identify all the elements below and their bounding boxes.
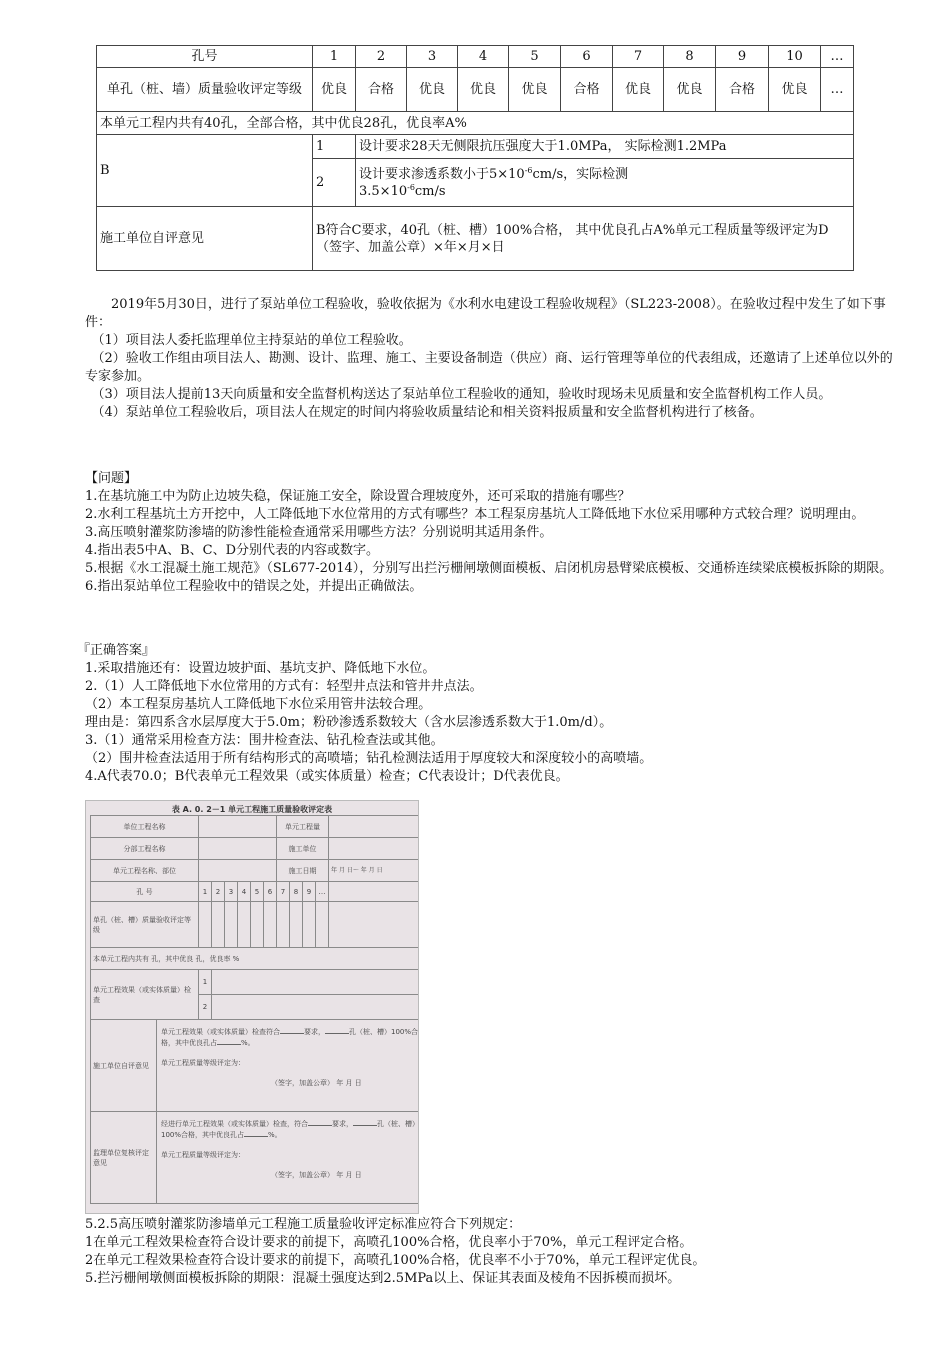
answer-item: 理由是：第四系含水层厚度大于5.0m；粉砂渗透系数较大（含水层渗透系数大于1.0m/d）。: [85, 715, 613, 730]
grade-value: 优良: [664, 68, 716, 112]
scan-inner: 本单元工程内共有 孔，其中优良 孔，优良率 %: [91, 948, 420, 970]
summary-text: 本单元工程内共有40孔，全部合格，其中优良28孔，优良率A%: [97, 112, 854, 135]
self-eval-label: 施工单位自评意见: [97, 207, 313, 271]
question-item: 1.在基坑施工中为防止边坡失稳，保证施工安全，除设置合理坡度外，还可采取的措施有哪些？: [85, 489, 631, 504]
grade-value: 优良: [313, 68, 356, 112]
answer-heading: 『正确答案』: [77, 643, 156, 658]
hole-label: 孔号: [97, 46, 313, 68]
scan-self-eval: 施工单位自评意见: [91, 1020, 157, 1112]
scan-element-name: 单元工程名称、部位: [91, 860, 199, 882]
answer-item: （2）围井检查法适用于所有结构形式的高喷墙；钻孔检测法适用于厚度较大和深度较小的高喷墙。: [85, 751, 653, 766]
hole-number: 6: [561, 46, 613, 68]
grade-value: 优良: [613, 68, 664, 112]
question-heading: 【问题】: [85, 471, 138, 486]
grade-value: 优良: [458, 68, 509, 112]
scan-date-range: 年 月 日～ 年 月 日: [329, 860, 419, 882]
b-label: B: [97, 135, 313, 207]
hole-number: 2: [356, 46, 407, 68]
grade-row: [97, 68, 854, 112]
grade-value: 优良: [769, 68, 821, 112]
answer-item: 5.拦污栅闸墩侧面模板拆除的期限：混凝土强度达到2.5MPa以上、保证其表面及棱角不因拆模而损坏。: [85, 1271, 681, 1286]
question-item: 5.根据《水工混凝土施工规范》（SL677-2014），分别写出拦污栅闸墩侧面模板、启闭机房悬臂梁底模板、交通桥连续梁底模板拆除的期限。: [85, 561, 893, 576]
event-item: （3）项目法人提前13天向质量和安全监督机构送达了泵站单位工程验收的通知，验收时现场未见质量和安全监督机构工作人员。: [91, 387, 832, 402]
grade-value: 合格: [716, 68, 769, 112]
regulation-line: 2在单元工程效果检查符合设计要求的前提下，高喷孔100%合格，优良率不小于70%，单元工程评定优良。: [85, 1253, 706, 1268]
question-section: [85, 470, 895, 596]
hole-number: 7: [613, 46, 664, 68]
b-row-1: [97, 135, 854, 159]
scanned-form-image: [85, 800, 419, 1214]
scan-hole: 孔 号: [91, 882, 199, 902]
b-row2-text: 设计要求渗透系数小于$5\times 10^{-6}cm/s$，实际检测 $3.5\times 10^{-6}cm/s$: [356, 159, 854, 207]
scan-self-text: 单元工程效果（或实体质量）检查符合 要求， 孔（桩、槽）100%合格，其中优良孔占 %。 单元工程质量等级评定为： （签字，加盖公章） 年 月 日: [157, 1020, 420, 1112]
answer-item: 4.A代表70.0；B代表单元工程效果（或实体质量）检查；C代表设计；D代表优良。: [85, 769, 569, 784]
grade-value: …: [821, 68, 854, 112]
event-item: （1）项目法人委托监理单位主持泵站的单位工程验收。: [91, 333, 412, 348]
question-item: 6.指出泵站单位工程验收中的错误之处，并提出正确做法。: [85, 579, 423, 594]
scan-title: 表 A. 0. 2－1 单元工程施工质量验收评定表: [171, 805, 333, 814]
quality-evaluation-table: [96, 45, 854, 271]
scan-effect: 单元工程效果（或实体质量）检查: [91, 970, 199, 1020]
regulation-line: 5.2.5高压喷射灌浆防渗墙单元工程施工质量验收评定标准应符合下列规定：: [85, 1217, 522, 1232]
scan-form-table: 单位工程名称 单元工程量 分部工程名称 施工单位 单元工程名称、部位 施工日期 年 月 日～ 年 月 日 孔 号 1 2 3 4 5 6 7 8 9 … 单孔（桩、槽）质量验收评定等级 本单元工程内共有 孔，其中优良 孔，优良率 % 单元工程效果（或实体质量）检查 1 2 施工单位自评意见 单元工程效果（或实体质量）检查符合 要求， 孔（桩、槽）100%合格，其中优良孔占 %。 单元工程质量等级评定为： （签字，加盖公章） 年 月 日 监理单位复核评定意见 经进行单元工程效果（或实体质量）检查，符合 要求， 孔（桩、槽）100%合格，其中优良孔占 %。 单元工程质量等级评定为： （签字，加盖公章） 年 月 日: [90, 815, 419, 1204]
summary-row: [97, 112, 854, 135]
event-item: （4）泵站单位工程验收后，项目法人在规定的时间内将验收质量结论和相关资料报质量和安全监督机构进行了核备。: [91, 405, 763, 420]
regulation-line: 1在单元工程效果检查符合设计要求的前提下，高喷孔100%合格，优良率小于70%，单元工程评定合格。: [85, 1235, 693, 1250]
hole-number: 10: [769, 46, 821, 68]
answer-section: [77, 642, 895, 786]
answer-item: 2.（1）人工降低地下水位常用的方式有：轻型井点法和管井井点法。: [85, 679, 483, 694]
grade-value: 优良: [509, 68, 561, 112]
event-section: [85, 296, 895, 422]
scan-sub-project: 分部工程名称: [91, 838, 199, 860]
question-item: 3.高压喷射灌浆防渗墙的防渗性能检查通常采用哪些方法？分别说明其适用条件。: [85, 525, 553, 540]
scan-supervise: 监理单位复核评定意见: [91, 1112, 157, 1204]
scan-unit-qty: 单元工程量: [277, 816, 329, 838]
hole-number: 4: [458, 46, 509, 68]
b-row2-no: 2: [313, 159, 356, 207]
self-eval-text: B符合C要求，40孔（桩、槽）100%合格， 其中优良孔占A%单元工程质量等级评定为D （签字、加盖公章）×年×月×日: [313, 207, 854, 271]
scan-construct-date: 施工日期: [277, 860, 329, 882]
hole-number: …: [821, 46, 854, 68]
self-eval-row: [97, 207, 854, 271]
answer-item: （2）本工程泵房基坑人工降低地下水位采用管井法较合理。: [85, 697, 432, 712]
hole-number: 3: [407, 46, 458, 68]
scan-unit-project: 单位工程名称: [91, 816, 199, 838]
grade-value: 合格: [561, 68, 613, 112]
scan-grade: 单孔（桩、槽）质量验收评定等级: [91, 902, 199, 948]
question-item: 4.指出表5中A、B、C、D分别代表的内容或数字。: [85, 543, 379, 558]
event-item: （2）验收工作组由项目法人、勘测、设计、监理、施工、主要设备制造（供应）商、运行管理等单位的代表组成，还邀请了上述单位以外的专家参加。: [85, 351, 893, 384]
intro-paragraph: 2019年5月30日，进行了泵站单位工程验收，验收依据为《水利水电建设工程验收规程》（SL223-2008）。在验收过程中发生了如下事件：: [85, 297, 886, 330]
answer-item: 1.采取措施还有：设置边坡护面、基坑支护、降低地下水位。: [85, 661, 436, 676]
hole-number: 9: [716, 46, 769, 68]
question-item: 2.水利工程基坑土方开挖中，人工降低地下水位常用的方式有哪些？本工程泵房基坑人工降低地下水位采用哪种方式较合理？说明理由。: [85, 507, 865, 522]
b-row1-text: 设计要求28天无侧限抗压强度大于1.0MPa， 实际检测1.2MPa: [356, 135, 854, 159]
hole-number: 8: [664, 46, 716, 68]
grade-value: 合格: [356, 68, 407, 112]
b-row1-no: 1: [313, 135, 356, 159]
grade-label: 单孔（桩、墙）质量验收评定等级: [97, 68, 313, 112]
scan-supervise-text: 经进行单元工程效果（或实体质量）检查，符合 要求， 孔（桩、槽）100%合格，其中优良孔占 %。 单元工程质量等级评定为： （签字，加盖公章） 年 月 日: [157, 1112, 420, 1204]
grade-value: 优良: [407, 68, 458, 112]
scan-constructor: 施工单位: [277, 838, 329, 860]
hole-number-row: [97, 46, 854, 68]
hole-number: 5: [509, 46, 561, 68]
answer-item: 3.（1）通常采用检查方法：围井检查法、钻孔检查法或其他。: [85, 733, 444, 748]
hole-number: 1: [313, 46, 356, 68]
regulation-section: [85, 1216, 895, 1288]
